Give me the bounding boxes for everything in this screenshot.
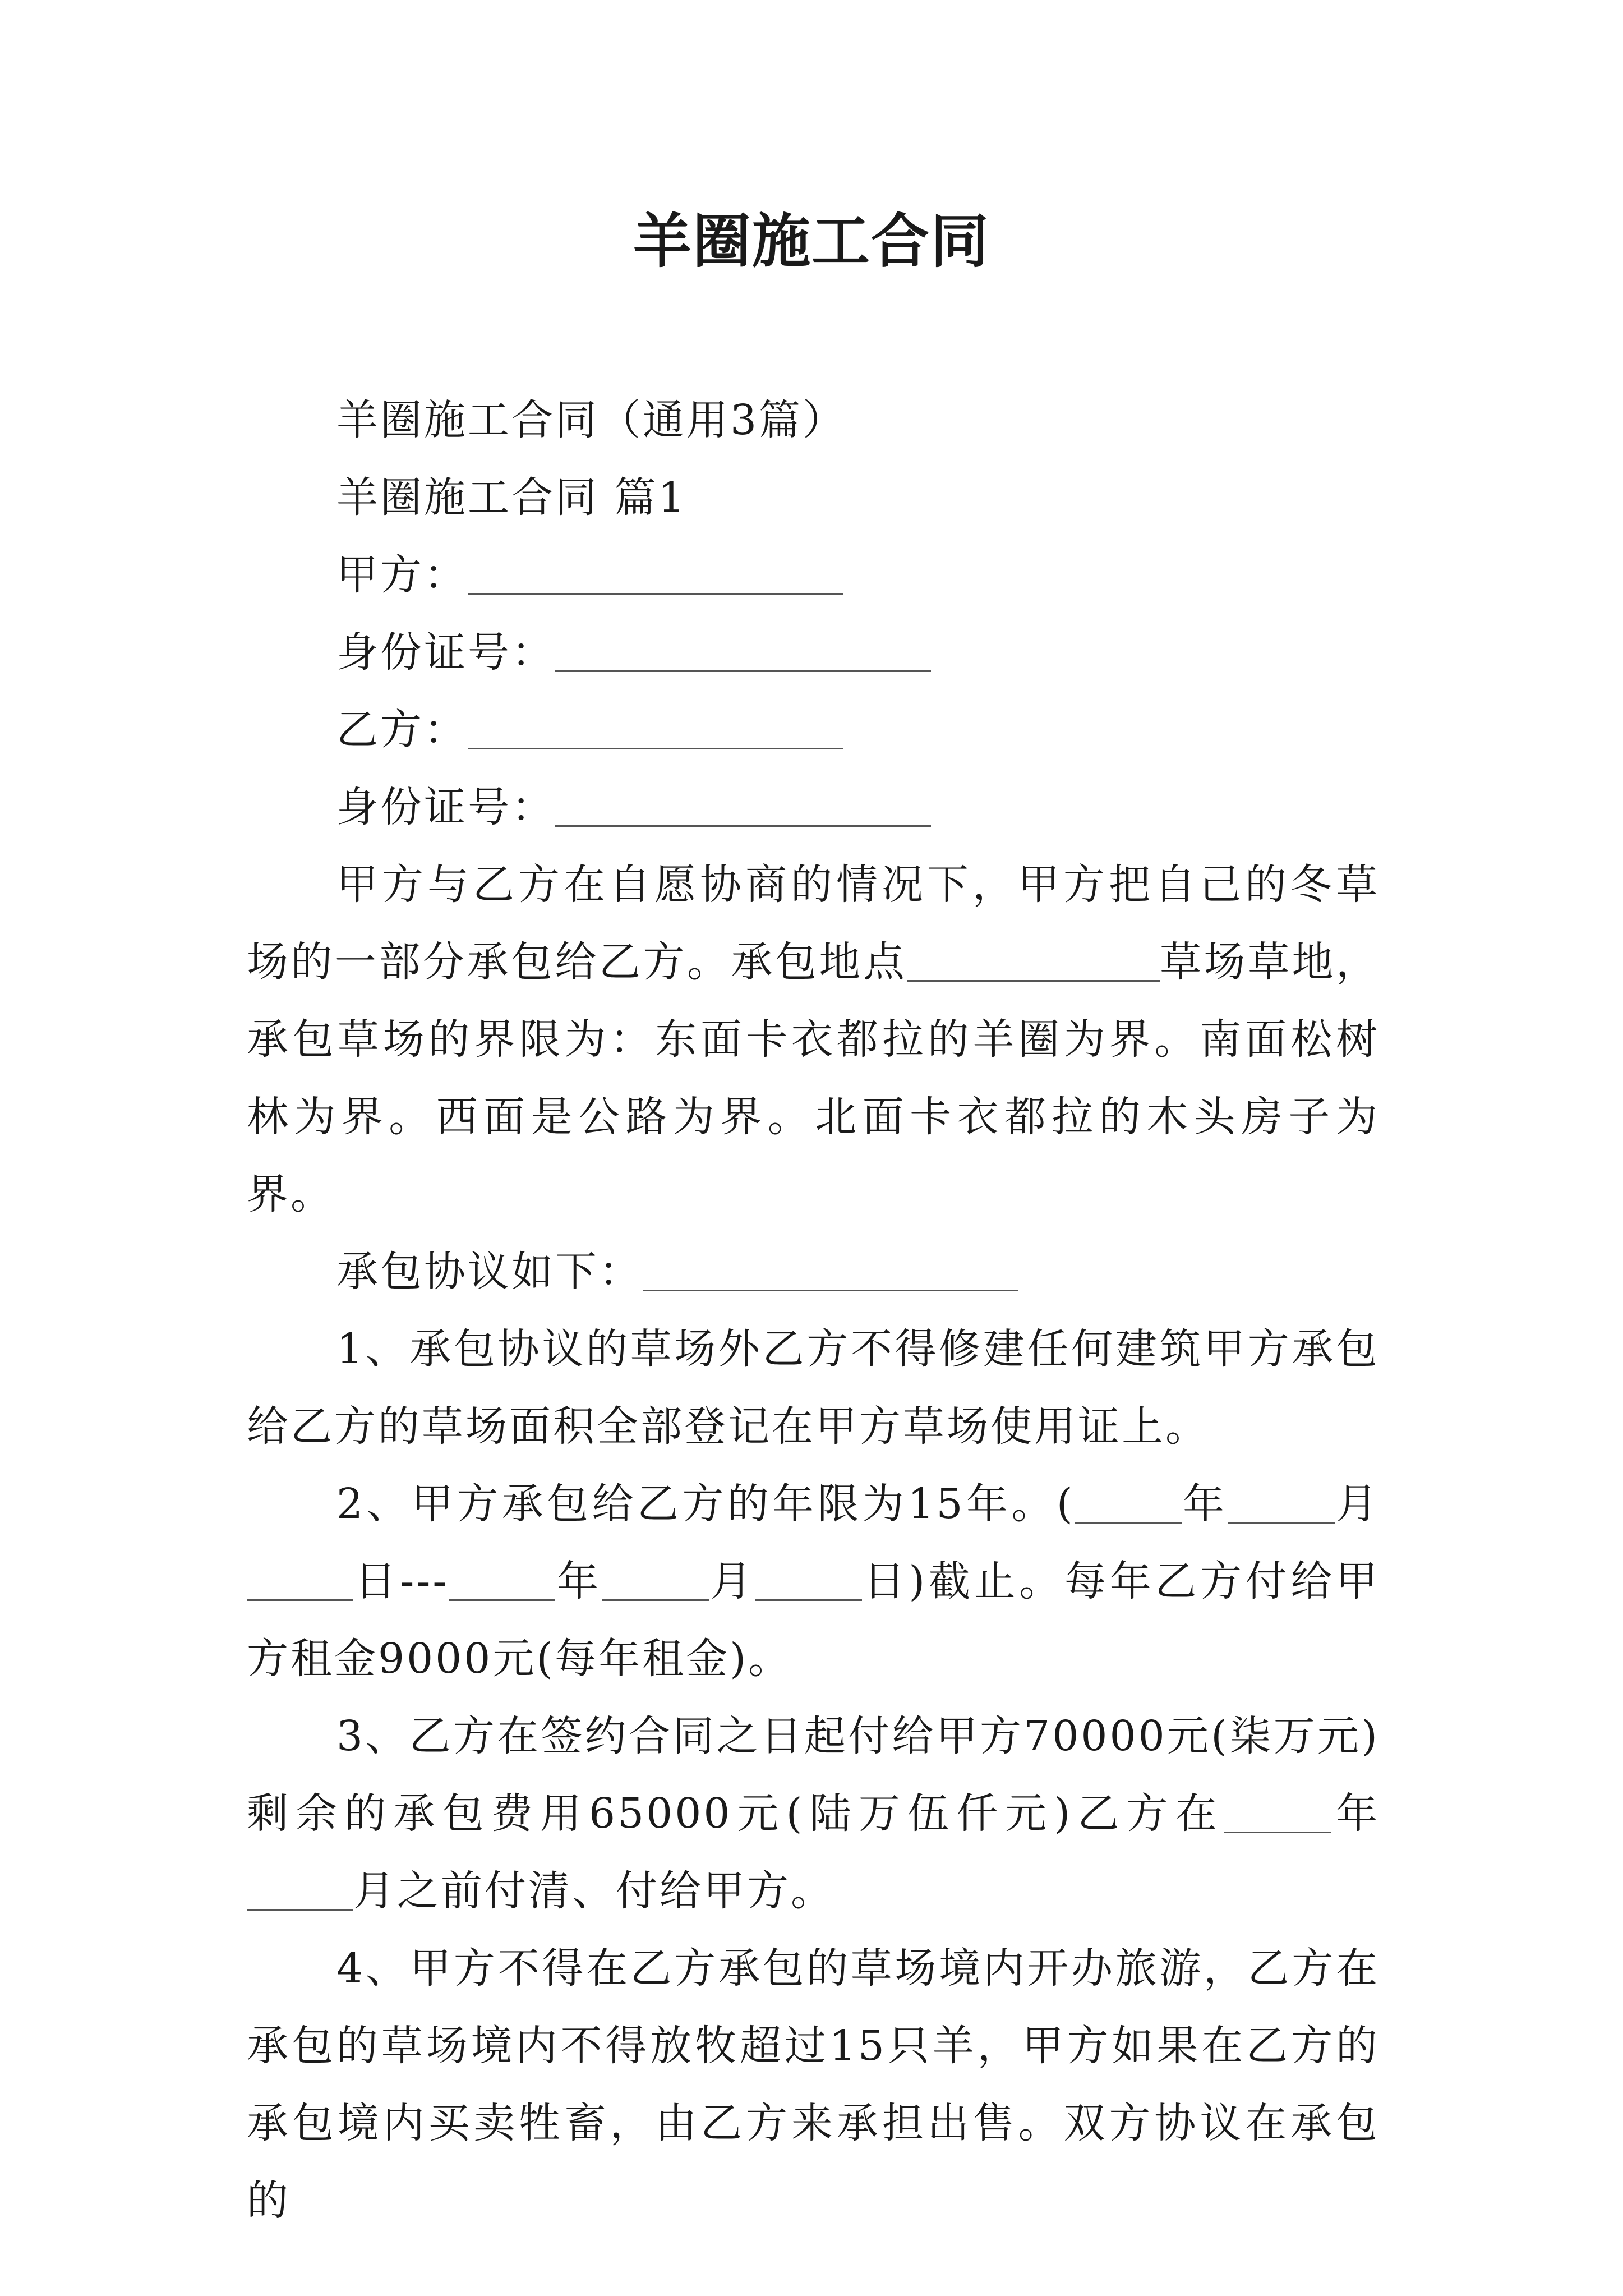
year-label: 年 xyxy=(555,1557,602,1605)
clause-2 xyxy=(247,1465,1380,1697)
date-blank xyxy=(247,1870,353,1911)
intro-text-1: 甲方与乙方在自愿协商的情况下，甲方把自己的冬草场的一部分承包给乙方。承包地点 xyxy=(247,861,1380,986)
date-blank xyxy=(755,1560,862,1601)
party-a-id-line xyxy=(247,614,1380,691)
date-blank xyxy=(449,1560,555,1601)
intro-text-2: 草场草地，承包草场的界限为：东面卡衣都拉的羊圈为界。南面松树林为界。西面是公路为界。北面卡衣都拉的木头房子为界。 xyxy=(247,938,1380,1218)
party-b-id-line xyxy=(247,769,1380,846)
id-number-label: 身份证号： xyxy=(336,783,555,831)
day-separator: 日--- xyxy=(353,1557,449,1605)
party-a-label: 甲方： xyxy=(336,551,468,599)
subtitle: 羊圈施工合同（通用3篇） xyxy=(336,396,847,444)
intro-paragraph xyxy=(247,846,1380,1233)
agreement-label: 承包协议如下： xyxy=(336,1248,643,1296)
year-label: 年 xyxy=(1181,1480,1228,1528)
agreement-blank xyxy=(643,1250,1018,1291)
clause-3 xyxy=(247,1697,1380,1930)
party-b-line xyxy=(247,691,1380,769)
clause-2-end: 日)截止。每年乙方付给甲方租金9000元(每年租金)。 xyxy=(247,1557,1380,1683)
party-a-line xyxy=(247,536,1380,614)
month-label: 月 xyxy=(708,1557,756,1605)
date-blank xyxy=(602,1560,709,1601)
clause-2-text: 2、甲方承包给乙方的年限为15年。( xyxy=(336,1480,1075,1528)
location-blank xyxy=(907,941,1160,982)
date-blank xyxy=(1075,1483,1182,1524)
document-title: 羊圈施工合同 xyxy=(633,207,990,275)
section-heading: 羊圈施工合同 篇1 xyxy=(336,473,687,522)
date-blank xyxy=(247,1560,353,1601)
year-label: 年 xyxy=(1330,1789,1380,1838)
agreement-line xyxy=(247,1233,1380,1310)
clause-4: 4、甲方不得在乙方承包的草场境内开办旅游，乙方在承包的草场境内不得放牧超过15只羊，甲方如果在乙方的承包境内买卖牲畜，由乙方来承担出售。双方协议在承包的 xyxy=(247,1944,1380,2225)
clause-3-text: 3、乙方在签约合同之日起付给甲方70000元(柒万元)剩余的承包费用65000元(陆万伍仟元)乙方在 xyxy=(247,1712,1380,1838)
clause-1: 1、承包协议的草场外乙方不得修建任何建筑甲方承包给乙方的草场面积全部登记在甲方草场使用证上。 xyxy=(247,1325,1380,1451)
month-label: 月 xyxy=(1334,1480,1380,1528)
party-b-id-blank xyxy=(555,786,931,827)
party-a-blank xyxy=(468,554,843,595)
document-body xyxy=(247,381,1380,2239)
id-number-label: 身份证号： xyxy=(336,628,555,677)
party-b-label: 乙方： xyxy=(336,706,468,754)
date-blank xyxy=(1228,1483,1335,1524)
party-a-id-blank xyxy=(555,631,931,672)
date-blank xyxy=(1224,1792,1331,1833)
clause-3-end: 月之前付清、付给甲方。 xyxy=(353,1867,834,1915)
party-b-blank xyxy=(468,708,843,749)
